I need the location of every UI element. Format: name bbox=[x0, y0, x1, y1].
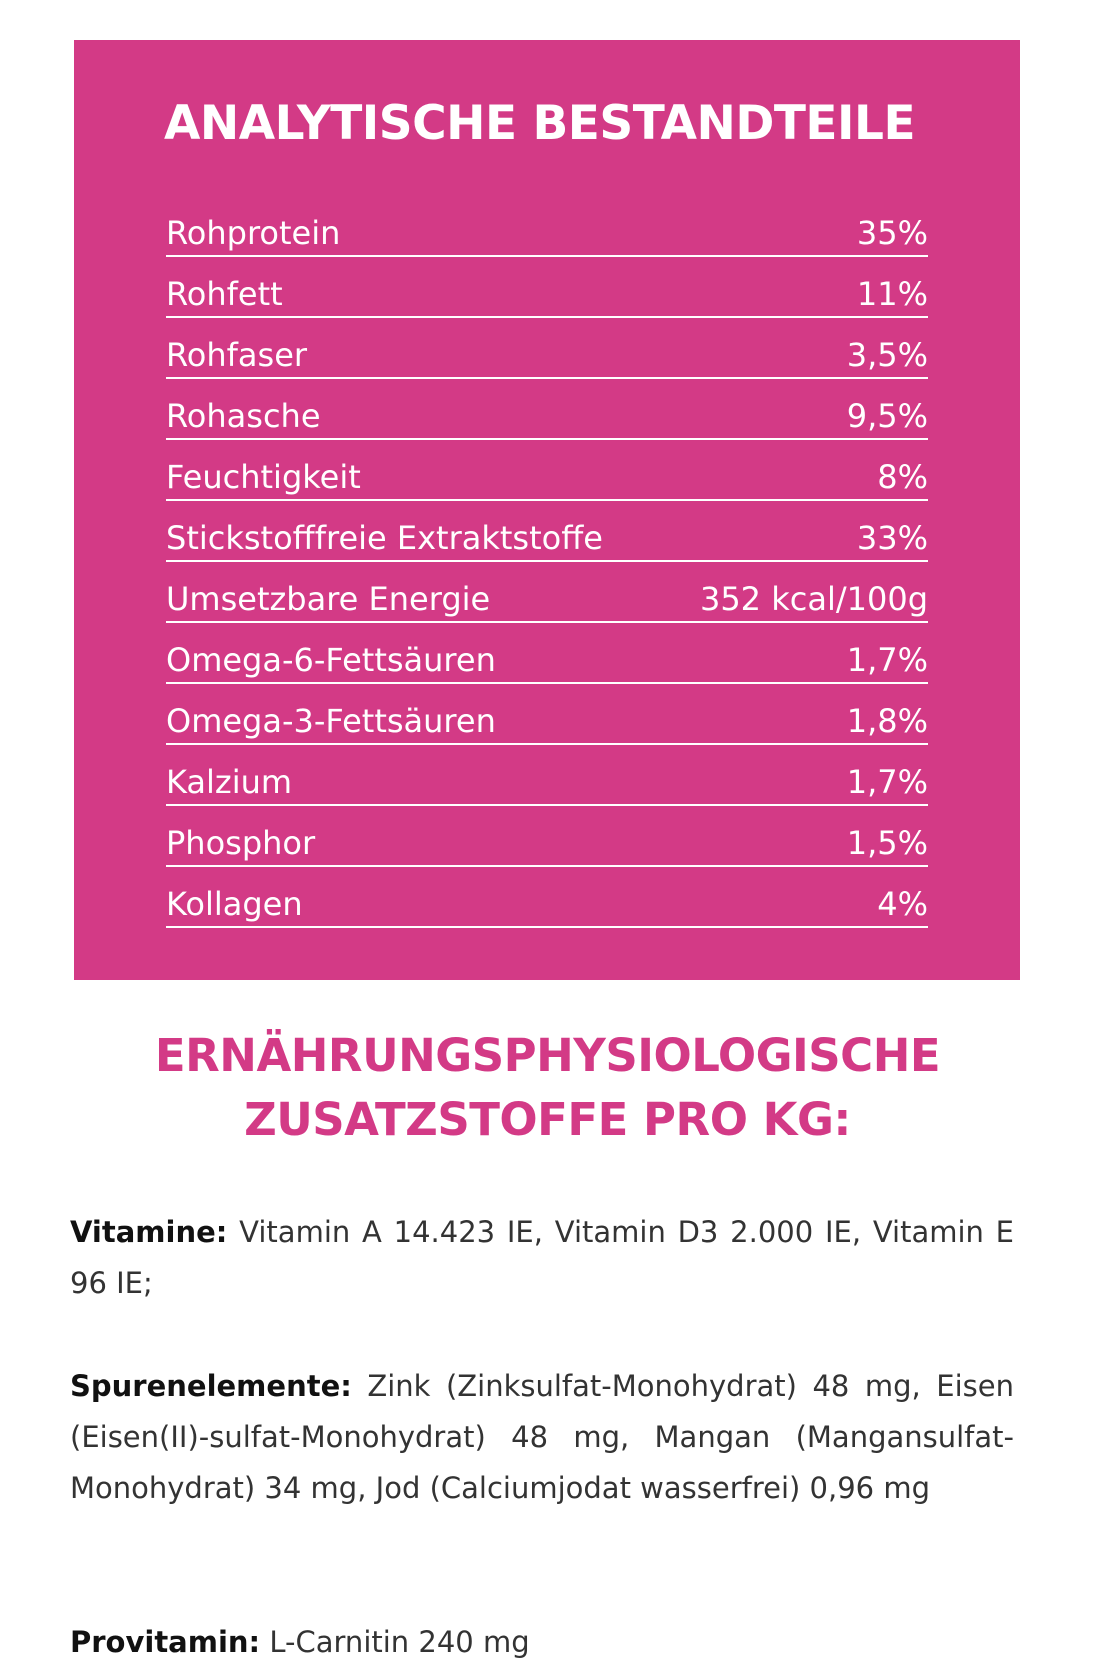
trace-elements-paragraph bbox=[70, 1361, 1014, 1514]
nutrient-row bbox=[166, 623, 928, 684]
nutrient-value: 9,5% bbox=[846, 397, 928, 435]
additives-heading-line-2: ZUSATZSTOFFE PRO KG: bbox=[244, 1093, 851, 1146]
trace-elements-text: Zink (Zinksulfat-Monohydrat) 48 mg, Eisen (Eisen(II)-sulfat-Monohydrat) 48 mg, Mangan (Mangansulfat-Monohydrat) 34 mg, Jod (Calciumjodat wasserfrei) 0,96 mg bbox=[70, 1369, 1014, 1505]
nutrient-row bbox=[166, 867, 928, 928]
nutrient-name: Rohasche bbox=[166, 397, 321, 435]
nutrient-row bbox=[166, 745, 928, 806]
nutrient-name: Phosphor bbox=[166, 824, 316, 862]
additives-heading bbox=[0, 1024, 1095, 1152]
nutrient-value: 4% bbox=[877, 885, 928, 923]
nutrient-value: 33% bbox=[856, 519, 928, 557]
provitamin-label: Provitamin: bbox=[70, 1625, 261, 1659]
nutrient-value: 35% bbox=[856, 214, 928, 252]
nutrient-name: Stickstofffreie Extraktstoffe bbox=[166, 519, 603, 557]
vitamins-paragraph bbox=[70, 1207, 1014, 1309]
nutrient-value: 3,5% bbox=[846, 336, 928, 374]
nutrient-value: 1,8% bbox=[846, 702, 928, 740]
nutrient-name: Omega-6-Fettsäuren bbox=[166, 641, 496, 679]
nutrient-value: 1,7% bbox=[846, 641, 928, 679]
trace-elements-label: Spurenelemente: bbox=[70, 1369, 352, 1403]
provitamin-paragraph bbox=[70, 1617, 1014, 1668]
nutrient-row bbox=[166, 684, 928, 745]
nutrient-value: 11% bbox=[856, 275, 928, 313]
analytic-title: ANALYTISCHE BESTANDTEILE bbox=[164, 96, 916, 151]
nutrient-name: Kalzium bbox=[166, 763, 293, 801]
nutrient-name: Kollagen bbox=[166, 885, 303, 923]
additives-heading-line-1: ERNÄHRUNGSPHYSIOLOGISCHE bbox=[154, 1029, 941, 1082]
nutrient-row bbox=[166, 501, 928, 562]
nutrient-value: 8% bbox=[877, 458, 928, 496]
nutrient-name: Feuchtigkeit bbox=[166, 458, 361, 496]
nutrient-value: 1,7% bbox=[846, 763, 928, 801]
vitamins-label: Vitamine: bbox=[70, 1215, 228, 1249]
nutrient-row bbox=[166, 257, 928, 318]
nutrient-row bbox=[166, 318, 928, 379]
provitamin-text: L-Carnitin 240 mg bbox=[269, 1625, 530, 1659]
vitamins-text: Vitamin A 14.423 IE, Vitamin D3 2.000 IE, Vitamin E 96 IE; bbox=[70, 1215, 1014, 1300]
nutrient-name: Rohfaser bbox=[166, 336, 308, 374]
nutrient-value: 352 kcal/100g bbox=[699, 580, 928, 618]
nutrient-row bbox=[166, 379, 928, 440]
nutrient-row bbox=[166, 196, 928, 257]
nutrient-row bbox=[166, 562, 928, 623]
nutrient-row bbox=[166, 440, 928, 501]
nutrient-table bbox=[166, 196, 928, 928]
nutrient-name: Rohprotein bbox=[166, 214, 341, 252]
nutrient-name: Umsetzbare Energie bbox=[166, 580, 491, 618]
analytic-constituents-panel bbox=[74, 40, 1020, 980]
nutrient-value: 1,5% bbox=[846, 824, 928, 862]
nutrient-name: Rohfett bbox=[166, 275, 283, 313]
nutrient-row bbox=[166, 806, 928, 867]
nutrient-name: Omega-3-Fettsäuren bbox=[166, 702, 496, 740]
